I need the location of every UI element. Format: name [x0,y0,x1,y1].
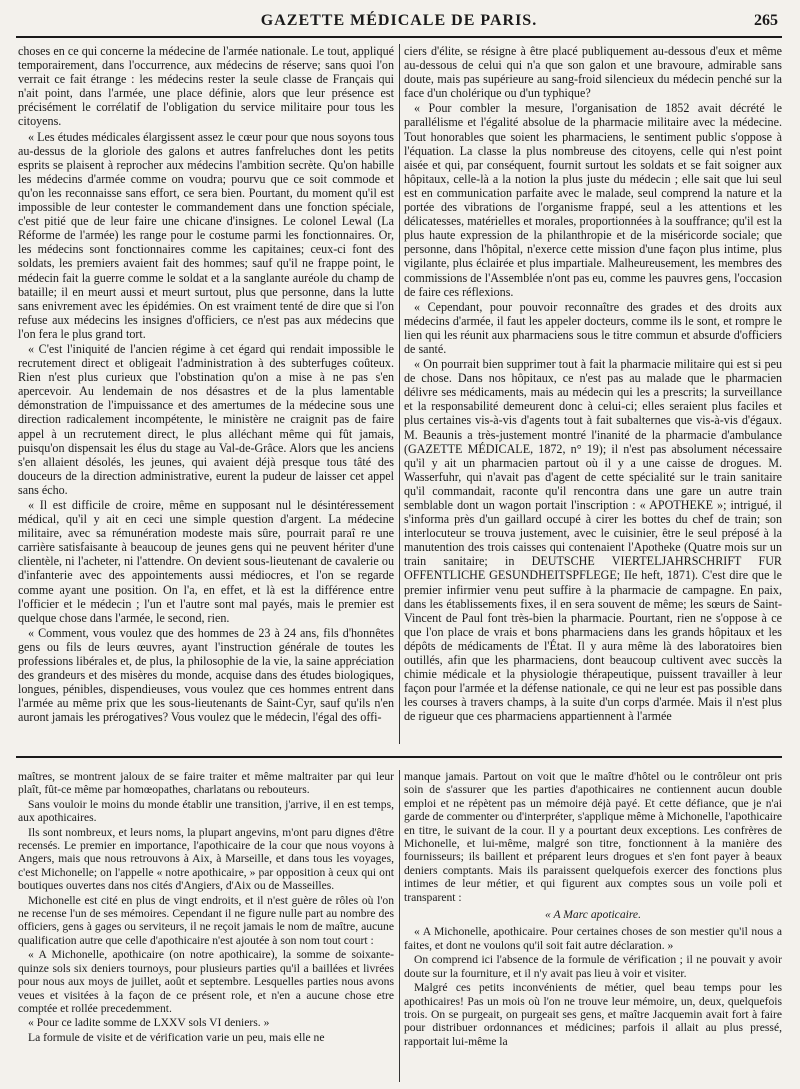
paragraph: La formule de visite et de vérification varie un peu, mais elle ne [28,1030,325,1044]
quotation: « A Michonelle, apothicaire. Pour certaines choses de son mestier qu'il nous a faites, et dont ne voulons qu'il soit fait autre déclaration. » [404,925,782,952]
lower-column-right [404,770,782,1084]
paragraph: Sans vouloir le moins du monde établir une transition, j'arrive, il en est temps, aux apothicaires. [18,797,394,825]
paragraph: « Les études médicales élargissent assez le cœur pour que nous soyons tous au-dessus de la gloriole des galons et autres fanfreluches dont les petits esprits se plaisent à reprocher aux médecins l'ambition secrète. Qu'on habille les médecins d'armée comme on voudra; pourvu que ce soit commode et qu'on les reconnaisse sans effort, ce sera bien. Pourtant, du moment qu'il est impossible de leur contester le commandement dans une fonction spéciale, c'est pitié que de leur faire une chicane d'insignes. Le colonel Lewal (La Réforme de l'armée) les range pour le costume parmi les fonctionnaires. Or, les médecins sont fonctionnaires comme les capitaines; ceux-ci font des soldats, les premiers avaient fait des hommes; sauf qu'il ne frappe point, le médecin fait la guerre comme le soldat et a la sanglante auréole du champ de bataille; il en meurt aussi et meurt surtout, plus que personne, dans la lutte sans enivrement avec les épidémies. On est vraiment tenté de dire que si l'on refuse aux médecins les insignes d'officiers, ce n'est pas aux médecins que l'on fera le plus grand tort. [18,129,394,341]
quotation: « A Michonelle, apothicaire (on notre apothicaire), la somme de soixante-quinze sols six deniers tournoys, pour plusieurs parties qu'il a baillées et livrées pour nous aux moys de juillet, août et septembre. Lesquelles parties nous avons veues et visitées à la façon de ce présent role, et n'en a aucune chose etre comptée et rollée precedemment. [18,948,394,1015]
paragraph: Malgré ces petits inconvénients de métier, quel beau temps pour les apothicaires! Pas un mois où l'on ne trouve leur mémoire, un, deux, quelquefois trois. On se purgeait, on purgeait ses gens, et maître Jacquemin avait fort à faire pour distribuer ordonnances et médicines; parfois il allait au plus pressé, rapportait lui-même la [404,981,782,1048]
journal-title: GAZETTE MÉDICALE DE PARIS. [260,12,538,29]
paragraph: manque jamais. Partout on voit que le maître d'hôtel ou le contrôleur ont pris soin de s'assurer que les parties d'apothicaires ne contiennent aucun double emploi et ne répètent pas un mémoire déjà payé. Et cette défiance, que je n'ai garde de commenter ou d'interpréter, s'applique même à Michonelle, l'apothicaire en titre, le suivant de la cour. Il y a pourtant deux exceptions. Les confrères de Michonelle, et lui-même, malgré son titre, fonctionnent à la manière des fournisseurs; ils baillent et préparent leurs drogues et s'en font payer à beaux deniers comptants. Mais ils paraissent quelquefois exercer des fonctions plus intimes de leur métier, et qui figurent aux comptes sous un voile poli et transparent : [404,770,782,904]
paragraph: « Comment, vous voulez que des hommes de 23 à 24 ans, fils d'honnêtes gens ou fils de leurs œuvres, ayant l'instruction générale de toutes les professions libérales et, de plus, la philosophie de la vie, la saine appréciation des grandeurs et des misères du monde, acquise dans des études biologiques, longues, pénibles, dispendieuses, vous voulez que ces hommes entrent dans l'armée au même prix que les sous-lieutenants de Saint-Cyr, sauf qu'ils n'en auront jamais les prérogatives? Vous voulez que le médecin, l'égal des offi- [18,625,394,725]
page-number: 265 [754,12,778,29]
paragraph: « C'est l'iniquité de l'ancien régime à cet égard qui rendait impossible le recrutement direct et obligeait l'administration à des subterfuges coûteux. Rien n'est plus curieux que l'obstination qu'on a mise à ne pas s'en apercevoir. Au lendemain de nos désastres et de la plus lamentable démonstration de l'impuissance et des amertumes de la médecine sous une direction radicalement incompétente, le ministère ne craignit pas de faire appel à un recrutement direct, le plus alléchant même qui fût jamais, puisqu'on dispensait les élus du stage au Val-de-Grâce. Alors que les anciens s'en allaient désolés, les jeunes, qui avaient déjà presque tous tâté des douceurs de la direction administrative, eurent la pudeur de laisser cet appel sans écho. [18,341,394,497]
lower-column-left [18,770,394,1084]
upper-column-right [404,44,782,744]
column-divider [399,770,400,1082]
section-divider [16,756,782,758]
paragraph: ciers d'élite, se résigne à être placé publiquement au-dessous d'eux et même au-dessous de celui qui n'a que son galon et une bravoure, admirable sans doute, mais pas supérieure au sang-froid silencieux du médecin penché sur la face d'un cholérique ou d'un typhique? [404,44,782,101]
paragraph: choses en ce qui concerne la médecine de l'armée nationale. Le tout, appliqué temporairement, dans l'occurrence, aux médecins de réserve; sans quoi l'on verrait ce fait étrange : les médecins rester la seule classe de Français qui n'ait point, dans l'armée, une place définie, alors que leur présence est précisément le corrélatif de l'obligation du service militaire pour tous les citoyens. [18,44,394,129]
paragraph: maîtres, se montrent jaloux de se faire traiter et même maltraiter par qui leur plaît, fût-ce même par homœopathes, charlatans ou rebouteurs. [18,770,394,797]
quotation: « Pour ce ladite somme de LXXV sols VI deniers. » [28,1016,270,1030]
upper-column-left [18,44,394,744]
paragraph: « On pourrait bien supprimer tout à fait la pharmacie militaire qui est si peu de chose. Dans nos hôpitaux, ce n'est pas au malade que le pharmacien délivre ses médicaments, mais au médecin qui les a prescrits; la surveillance et la responsabilité demeurent donc à celui-ci; elles seraient plus faciles et plus certaines vis-à-vis d'agents tout à fait subalternes que vis-à-vis d'égaux. M. Beaunis a très-justement montré l'inanité de la pharmacie d'ambulance (GAZETTE MÉDICALE, 1872, n° 19); il n'est pas absolument nécessaire qu'il y ait un pharmacien partout où il y a une caisse de drogues. M. Wasserfuhr, qui n'avait pas d'agent de cette spécialité sur le train sanitaire qu'il commandait, raconte qu'il rencontra dans une gare un autre train semblable dont un wagon portait l'inscription : « APOTHEKE »; intrigué, il s'informa près d'un gaillard occupé à cirer les bottes du chef de train; son interlocuteur se trouva justement, avec le cuisinier, être le seul préposé à la manutention des trois caisses qui contenaient l'Apotheke (Quatre mois sur un train sanitaire; in DEUTSCHE VIERTELJAHRSCHRIFT FUR OFFENTLICHE GESUNDHEITSPFLEGE; IIe heft, 1871). C'est dire que le premier infirmier venu peut suffire à la pharmacie de campagne. En paix, dans les établissements fixes, il en sera souvent de même; les sœurs de Saint-Vincent de Paul font très-bien la pharmacie. Pourtant, rien ne s'oppose à ce que l'on place de vrais et bons pharmaciens dans les grands hôpitaux et les dépôts de médicaments de l'État. Il y aura même là des laboratoires bien outillés, afin que les pharmaciens, dont beaucoup cultivent avec succès la chimie médicale et la physiologie thérapeutique, puissent travailler à leur façon pour l'armée et la défense nationale, ce qui ne leur est pas possible dans les courses à travers champs, à la suite d'un corps d'armée. Mais il n'est plus de rigueur que ces pharmaciens appartiennent à l'armée [404,357,782,724]
paragraph: Ils sont nombreux, et leurs noms, la plupart angevins, m'ont paru dignes d'être recensés. Le premier en importance, l'apothicaire de la cour que nous voyons à Angers, mais que nous retrouvons à Aix, à Marseille, et dans tous les voyages, c'est Michonelle; on l'appelle « notre apothicaire, » par opposition à ceux qui ont boutiques ouvertes dans nos cités d'Angiers, d'Aix ou de Masseilles. [18,825,394,893]
paragraph: « Pour combler la mesure, l'organisation de 1852 avait décrété le parallélisme et l'égalité absolue de la pharmacie militaire avec la médecine. Tout honorables que soient les pharmaciens, le sentiment public s'oppose à l'équation. La classe la plus nombreuse des citoyens, celle qui n'est point aisée et qui, par conséquent, fournit surtout les soldats et se fait soigner aux hôpitaux, celle-là a la notion la plus juste du médecin ; elle sait que lui seul est en communication parfaite avec le malade, seul comprend la nature et la portée des vibrations de l'organisme frappé, seul a les attentions et les délicatesses, matérielles et morales, proportionnées à la souffrance; qu'il est la plus haute expression de la philanthropie et de la miséricorde sociale; que personne, dans l'hôpital, n'exerce cette mission d'une façon plus intime, plus vigilante, plus éclairée et plus impartiale. Malheureusement, les membres des commissions de l'Assemblée n'ont pas eu, comme les pauvres gens, l'occasion de faire ces réflexions. [404,101,782,299]
column-divider [399,44,400,744]
quotation-heading: « A Marc apoticaire. [545,908,641,922]
paragraph: « Il est difficile de croire, même en supposant nul le désintéressement médical, qu'il y ait en ceci une simple question d'argent. La médecine militaire, avec sa rémunération modeste mais sûre, pourrait paraî re une carrière satisfaisante à beaucoup de jeunes gens qui ne peuvent hériter d'une clientèle, ni l'acheter, ni l'attendre. On devient sous-lieutenant de cavalerie ou d'infanterie avec des appointements aussi médiocres, et l'on se regarde comme ayant une position. On l'a, en effet, et là est la différence entre l'officier et le médecin ; l'un et l'autre sont mal payés, mais le premier est quelque chose dans l'armée, le second, rien. [18,498,394,625]
page-header [16,8,782,38]
paragraph: Michonelle est cité en plus de vingt endroits, et il n'est guère de rôles où l'on ne recense l'un de ses mémoires. Cependant il ne figure nulle part au nombre des officiers, gens à gages ou serviteurs, il ne reçoit jamais le nom de maître, aucune qualification autre que celle d'apothicaire n'est ajoutée à son nom tout court : [18,893,394,947]
paragraph: On comprend ici l'absence de la formule de vérification ; il ne pouvait y avoir doute sur la fourniture, et il n'y avait pas lieu à voir et visiter. [404,953,782,980]
paragraph: « Cependant, pour pouvoir reconnaître des grades et des droits aux médecins d'armée, il faut les appeler docteurs, comme ils le sont, et rompre le lien qui les réunit aux pharmaciens sous le titre commun et absurde d'officiers de santé. [404,299,782,356]
